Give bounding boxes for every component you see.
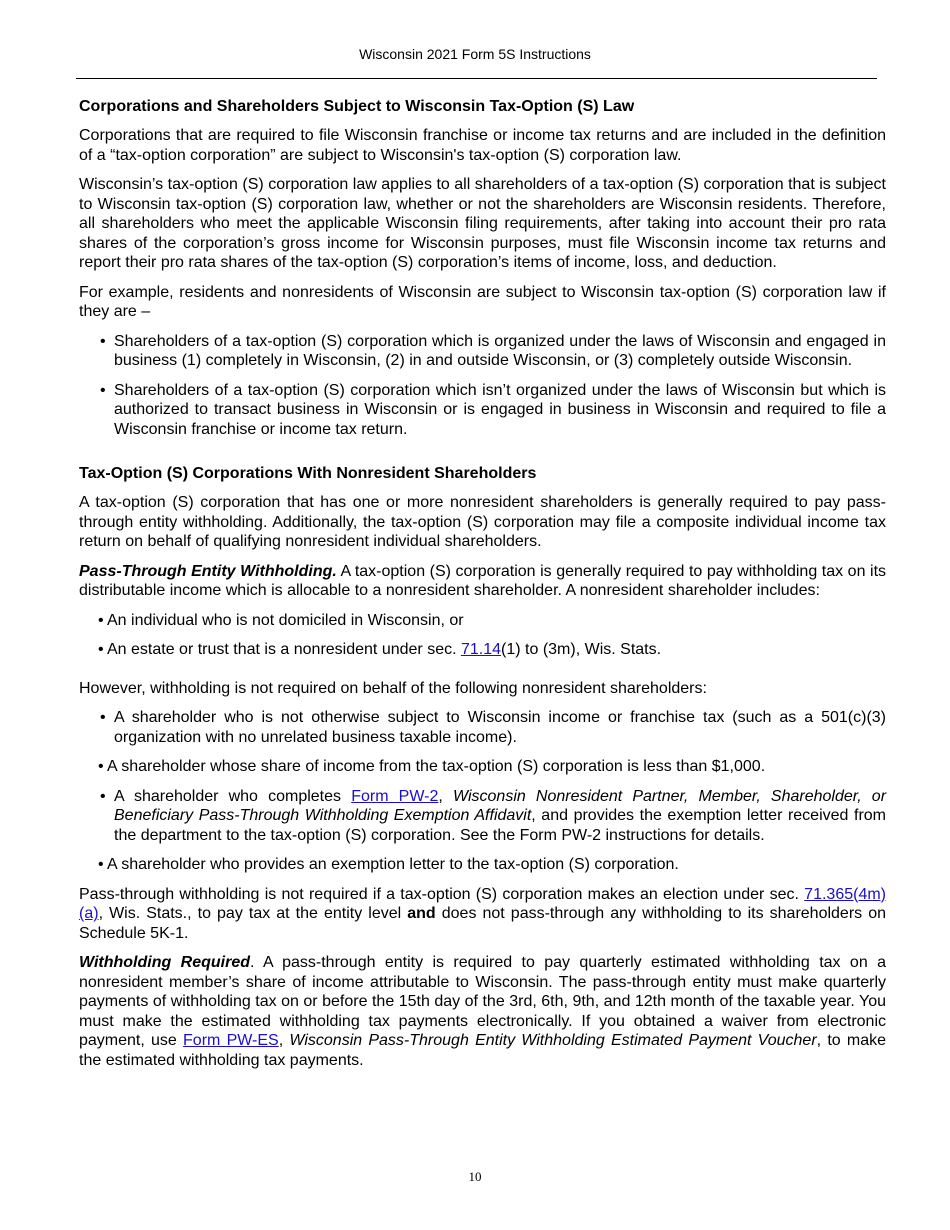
bullet-glyph: •: [98, 856, 104, 873]
bullet-glyph: •: [100, 381, 106, 399]
list-item: • An estate or trust that is a nonresident under sec. 71.14(1) to (3m), Wis. Stats.: [98, 641, 662, 658]
list-item: • A shareholder who completes Form PW-2, Wisconsin Nonresident Partner, Member, Shareholder, or Beneficiary Pass-Through Withholding Exemption Affidavit, and provides the exemption letter received from the department to the tax-option (S) corporation. See the Form PW-2 instructions for details.: [100, 787, 887, 844]
list-item-text: A shareholder who provides an exemption letter to the tax-option (S) corporation.: [107, 856, 679, 873]
paragraph: Corporations that are required to file Wisconsin franchise or income tax returns and are included in the definition of a “tax-option corporation” are subject to Wisconsin's tax-option (S) corporation law.: [79, 127, 886, 164]
pte-withholding-lead: Pass-Through Entity Withholding.: [79, 562, 337, 580]
list-item-text: Shareholders of a tax-option (S) corporation which is organized under the laws of Wisconsin and engaged in business (1) completely in Wisconsin, (2) in and outside Wisconsin, or (3) completely outside Wisconsin.: [114, 332, 886, 369]
list-item: [79, 855, 886, 875]
withholding-required-lead: Withholding Required: [79, 954, 250, 971]
paragraph: A tax-option (S) corporation that has one or more nonresident shareholders is generally required to pay pass-through entity withholding. Additionally, the tax-option (S) corporation may file a composite individual income tax return on behalf of qualifying nonresident individual shareholders.: [79, 494, 886, 550]
bullet-glyph: •: [100, 332, 106, 350]
list-item-text: A shareholder who is not otherwise subject to Wisconsin income or franchise tax (such as a 501(c)(3) organization with no unrelated business taxable income).: [114, 709, 886, 746]
paragraph: However, withholding is not required on behalf of the following nonresident shareholders:: [79, 679, 707, 697]
bullet-glyph: •: [98, 611, 104, 629]
statute-link-71-365[interactable]: 71.365(4m)(a): [79, 885, 886, 922]
section-heading-nonresident-shareholders: Tax-Option (S) Corporations With Nonresident Shareholders: [79, 465, 537, 482]
bullet-list-nonresident-includes: [79, 611, 886, 660]
bullet-glyph: •: [98, 641, 104, 658]
list-item: [79, 708, 886, 747]
paragraph-pte-withholding: Pass-Through Entity Withholding. A tax-option (S) corporation is generally required to pay withholding tax on its distributable income which is allocable to a nonresident shareholder. A nonresident shareholder includes:: [79, 562, 887, 599]
form-pw-es-link[interactable]: Form PW-ES: [183, 1032, 279, 1049]
list-item: [79, 381, 886, 440]
bullet-glyph: •: [98, 758, 104, 775]
list-item-text: Shareholders of a tax-option (S) corporation which isn’t organized under the laws of Wisconsin but which is authorized to transact business in Wisconsin or is engaged in business in Wisconsin and required to file a Wisconsin franchise or income tax return.: [114, 381, 886, 438]
page-number: 10: [468, 1169, 482, 1184]
section-heading-subject-to-law: Corporations and Shareholders Subject to Wisconsin Tax-Option (S) Law: [79, 98, 635, 115]
list-item-text: An individual who is not domiciled in Wisconsin, or: [107, 611, 464, 629]
form-pw-2-link[interactable]: Form PW-2: [351, 787, 439, 805]
bullet-glyph: •: [100, 787, 106, 805]
statute-link-71-14[interactable]: 71.14: [460, 641, 502, 658]
paragraph: Wisconsin’s tax-option (S) corporation law applies to all shareholders of a tax-option (S) corporation that is subject to Wisconsin tax-option (S) corporation law, whether or not the shareholders are Wisconsin residents. Therefore, all shareholders who meet the applicable Wisconsin filing requirements, after taking into account their pro rata shares of the corporation’s gross income for Wisconsin purposes, must file Wisconsin income tax returns and report their pro rata shares of the tax-option (S) corporation’s items of income, loss, and deduction.: [79, 176, 886, 271]
paragraph-entity-level-election: Pass-through withholding is not required if a tax-option (S) corporation makes an election under sec. 71.365(4m)(a), Wis. Stats., to pay tax at the entity level and does not pass-through any withholding to its shareholders on Schedule 5K-1.: [79, 885, 886, 942]
bullet-glyph: •: [100, 709, 106, 726]
header-rule: [76, 78, 877, 79]
list-item: [79, 611, 886, 631]
document-header: Wisconsin 2021 Form 5S Instructions: [359, 46, 591, 62]
bullet-list-exempt-shareholders: [79, 708, 886, 875]
list-item: [79, 332, 886, 371]
paragraph: For example, residents and nonresidents of Wisconsin are subject to Wisconsin tax-option (S) corporation law if they are –: [79, 283, 886, 320]
bullet-list-shareholders: [79, 332, 886, 440]
list-item: [79, 757, 886, 777]
page-content: [79, 97, 886, 1080]
list-item-text: A shareholder whose share of income from the tax-option (S) corporation is less than $1,000.: [107, 758, 766, 775]
paragraph-withholding-required: Withholding Required. A pass-through entity is required to pay quarterly estimated withholding tax on a nonresident member’s share of income attributable to Wisconsin. The pass-through entity must make quarterly payments of withholding tax on or before the 15th day of the 3rd, 6th, 9th, and 12th month of the taxable year. You must make the estimated withholding tax payments electronically. If you obtained a waiver from electronic payment, use Form PW-ES, Wisconsin Pass-Through Entity Withholding Estimated Payment Voucher, to make the estimated withholding tax payments.: [79, 954, 887, 1069]
